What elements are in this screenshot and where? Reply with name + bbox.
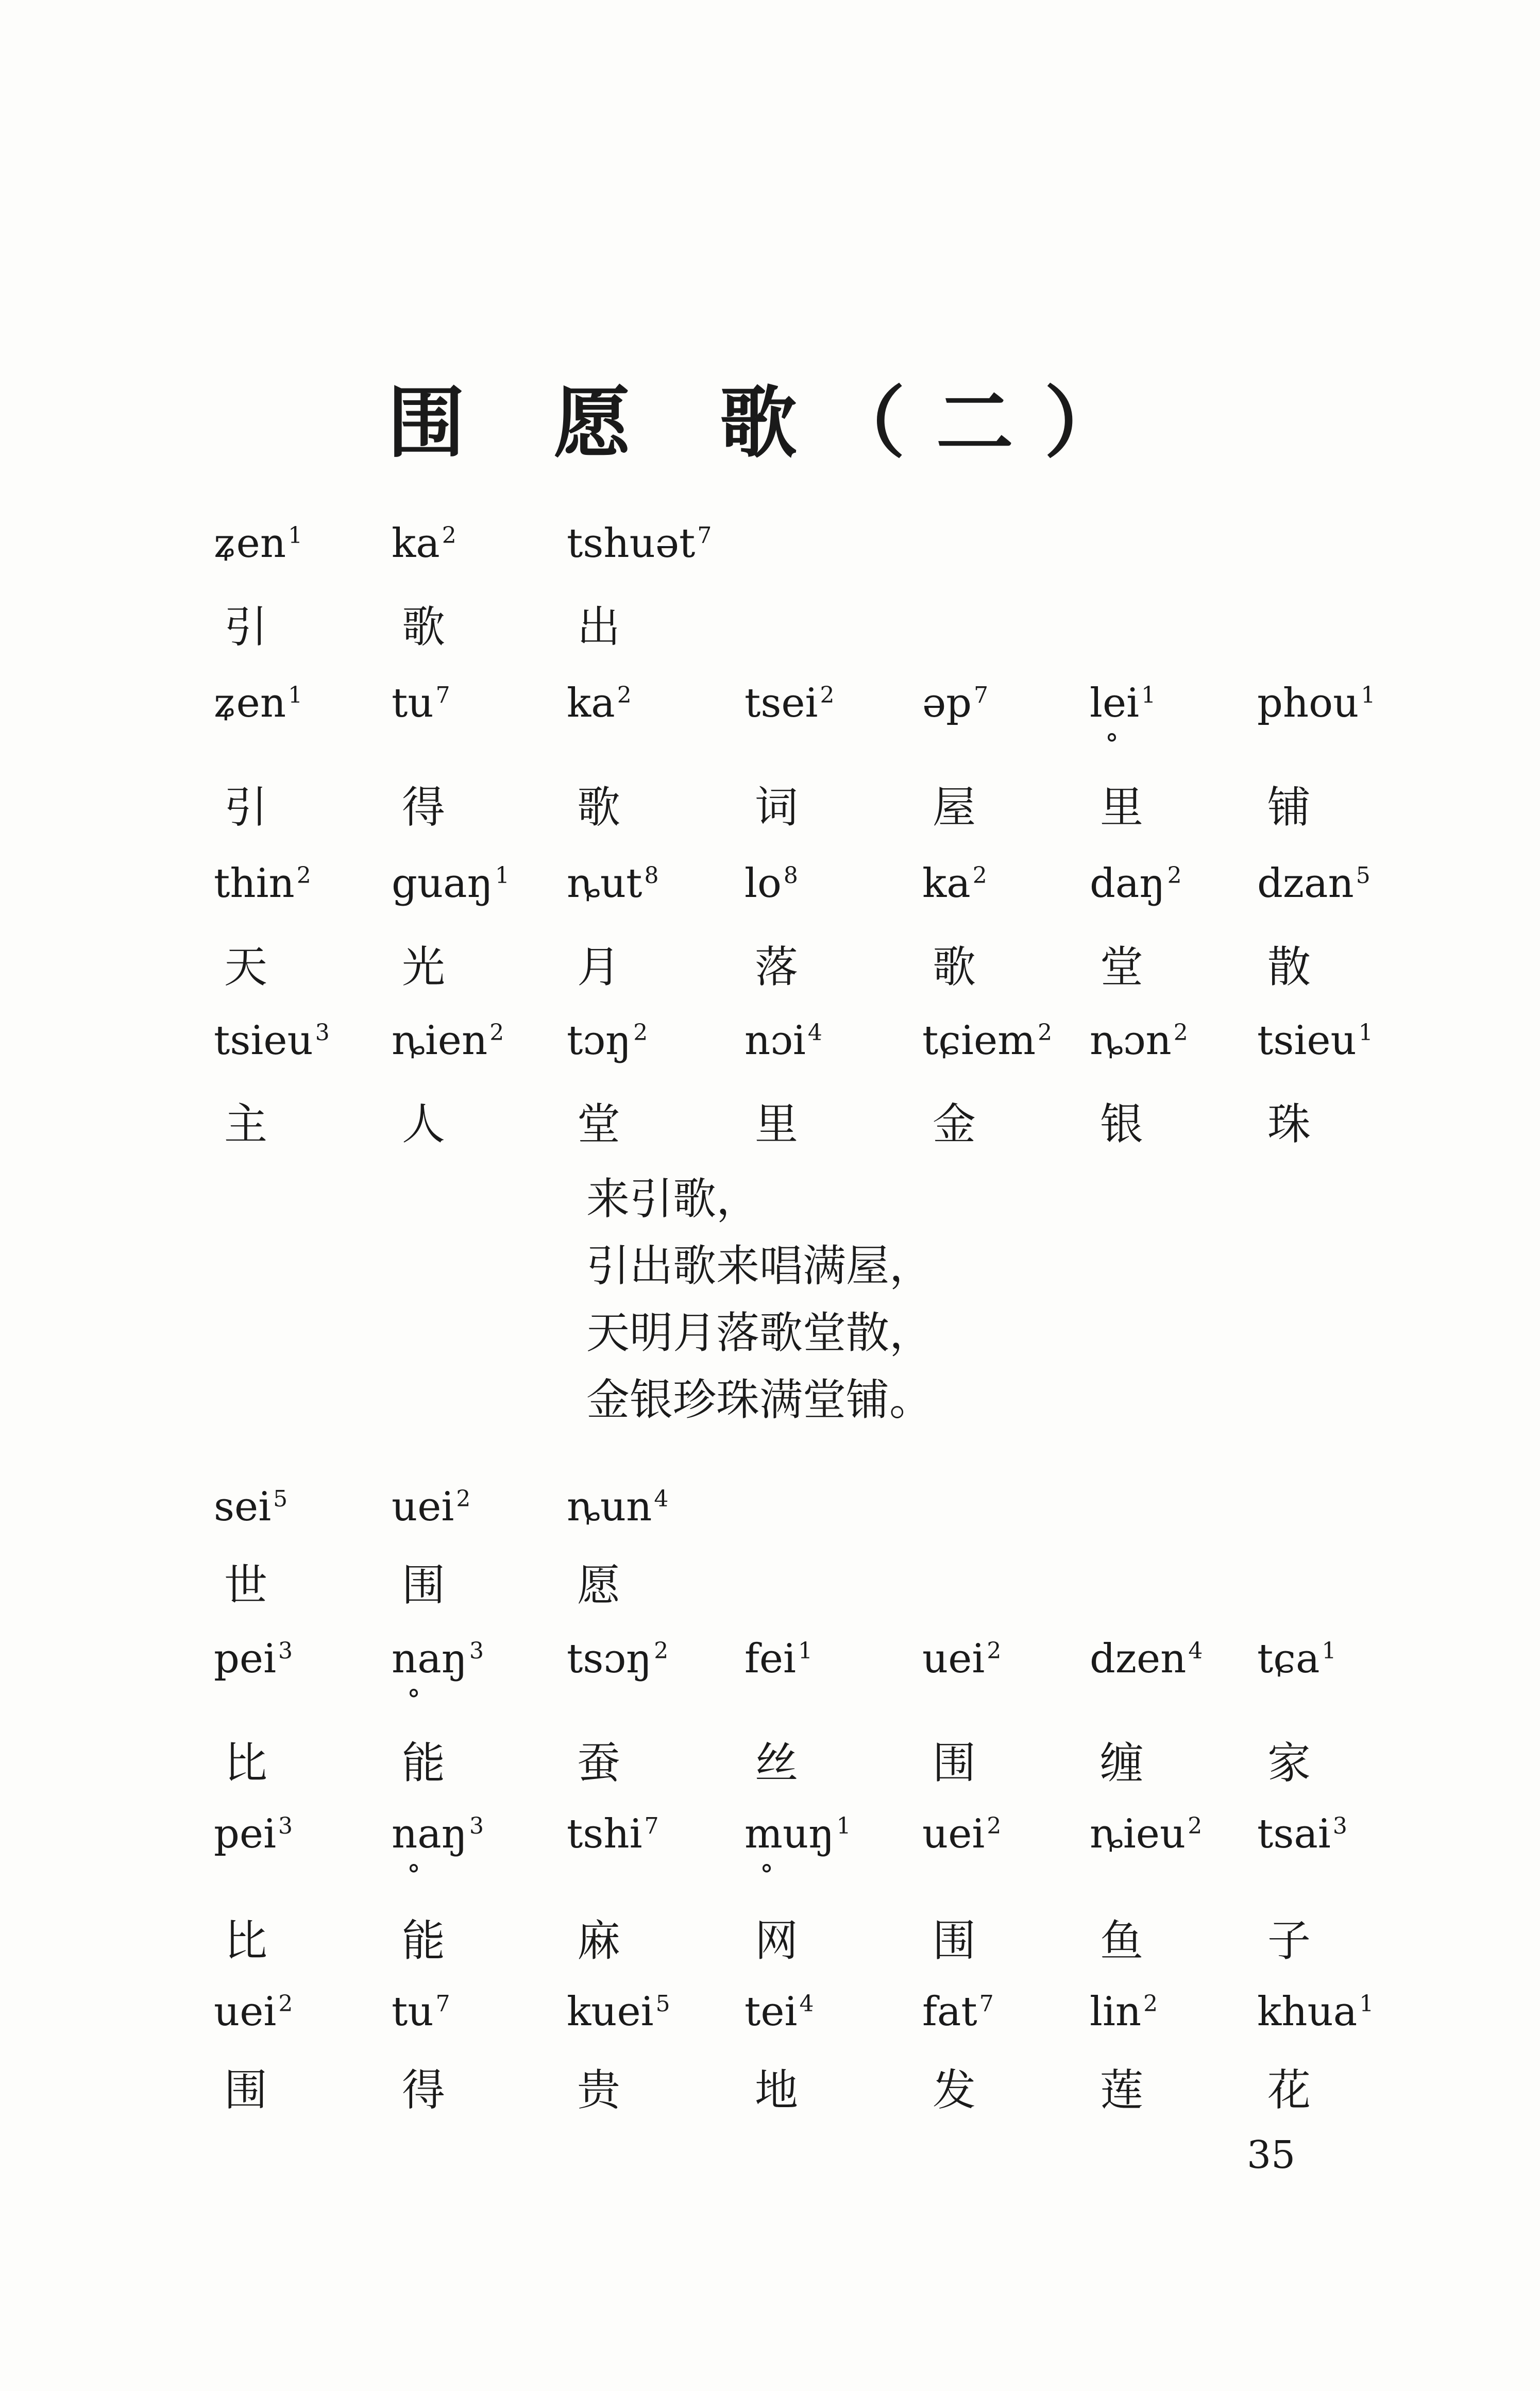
hanzi-character: 比 — [224, 1738, 268, 1788]
pinyin-syllable — [214, 1811, 293, 1857]
tone-number: 5 — [655, 1991, 670, 2017]
pinyin-syllable — [392, 1636, 484, 1682]
pinyin-text: tu — [392, 1989, 434, 2035]
tone-number: 1 — [798, 1638, 813, 1664]
pinyin-syllable — [922, 1811, 1001, 1857]
pinyin-syllable — [214, 1989, 293, 2035]
pinyin-text: daŋ — [1090, 860, 1165, 907]
tone-number: 2 — [296, 862, 311, 889]
pinyin-syllable — [214, 520, 302, 567]
hanzi-character: 银 — [1100, 1099, 1144, 1149]
hanzi-character: 引 — [224, 602, 268, 652]
pinyin-text: tei — [744, 1989, 798, 2035]
pinyin-syllable — [744, 1989, 814, 2035]
tone-number: 2 — [820, 682, 835, 708]
pinyin-text: uei — [922, 1636, 985, 1682]
tone-dot-mark: ° — [407, 1860, 420, 1891]
pinyin-syllable — [1257, 680, 1375, 726]
pinyin-syllable — [567, 1811, 659, 1857]
tone-number: 8 — [644, 862, 659, 889]
pinyin-syllable — [1090, 1018, 1188, 1064]
pinyin-text: ȵɔn — [1090, 1018, 1172, 1064]
pinyin-syllable — [744, 1636, 813, 1682]
pinyin-text: uei — [922, 1811, 985, 1857]
pinyin-syllable — [214, 680, 302, 726]
pinyin-text: ȵut — [567, 860, 642, 907]
pinyin-syllable — [1090, 680, 1156, 726]
tone-number: 2 — [1167, 862, 1182, 889]
tone-number: 2 — [633, 1020, 648, 1046]
hanzi-character: 歌 — [577, 782, 621, 833]
pinyin-syllable — [567, 1484, 668, 1530]
pinyin-syllable — [744, 1811, 851, 1857]
tone-number: 5 — [1356, 862, 1370, 889]
tone-number: 2 — [278, 1991, 293, 2017]
tone-number: 2 — [456, 1486, 471, 1512]
pinyin-text: kuei — [567, 1989, 654, 2035]
tone-number: 2 — [1143, 1991, 1158, 2017]
pinyin-syllable — [1257, 860, 1370, 907]
tone-number: 3 — [315, 1020, 330, 1046]
pinyin-text: dzen — [1090, 1636, 1187, 1682]
tone-number: 1 — [1358, 1020, 1373, 1046]
hanzi-character: 屋 — [933, 782, 976, 833]
hanzi-character: 莲 — [1100, 2065, 1144, 2115]
pinyin-text: sei — [214, 1484, 272, 1530]
pinyin-text: ȵun — [567, 1484, 652, 1530]
hanzi-character: 得 — [402, 2065, 446, 2115]
tone-number: 3 — [469, 1813, 484, 1839]
tone-number: 7 — [435, 1991, 450, 2017]
hanzi-character: 网 — [755, 1915, 799, 1966]
pinyin-text: fei — [744, 1636, 796, 1682]
pinyin-syllable — [214, 860, 311, 907]
pinyin-text: lo — [744, 860, 782, 907]
pinyin-syllable — [567, 680, 632, 726]
hanzi-character: 里 — [1100, 782, 1144, 833]
tone-number: 3 — [278, 1638, 293, 1664]
tone-number: 3 — [469, 1638, 484, 1664]
tone-number: 2 — [654, 1638, 669, 1664]
tone-number: 7 — [974, 682, 989, 708]
hanzi-character: 围 — [224, 2065, 268, 2115]
pinyin-text: tɕa — [1257, 1636, 1320, 1682]
hanzi-character: 花 — [1267, 2065, 1311, 2115]
pinyin-syllable — [1090, 1811, 1202, 1857]
hanzi-character: 词 — [755, 782, 799, 833]
verse-line: 金银珍珠满堂铺。 — [586, 1375, 933, 1425]
tone-dot-mark: ° — [407, 1685, 420, 1716]
pinyin-syllable — [214, 1636, 293, 1682]
hanzi-character: 出 — [577, 602, 621, 652]
pinyin-syllable — [392, 520, 456, 567]
pinyin-syllable — [1257, 1811, 1347, 1857]
tone-number: 2 — [489, 1020, 504, 1046]
tone-number: 3 — [1332, 1813, 1347, 1839]
pinyin-syllable — [392, 860, 510, 907]
tone-number: 2 — [1173, 1020, 1188, 1046]
hanzi-character: 能 — [402, 1738, 446, 1788]
pinyin-text: tshuət — [567, 520, 696, 567]
pinyin-syllable — [567, 1989, 670, 2035]
tone-number: 1 — [495, 862, 510, 889]
page-title: 围 愿 歌（二） — [387, 379, 1153, 468]
pinyin-syllable — [922, 1018, 1052, 1064]
pinyin-text: phou — [1257, 680, 1359, 726]
pinyin-text: naŋ — [392, 1811, 467, 1857]
hanzi-character: 地 — [755, 2065, 799, 2115]
hanzi-character: 贵 — [577, 2065, 621, 2115]
tone-dot-mark: ° — [1105, 729, 1119, 760]
pinyin-syllable — [214, 1018, 330, 1064]
tone-number: 1 — [1141, 682, 1156, 708]
pinyin-text: lei — [1090, 680, 1140, 726]
pinyin-syllable — [1090, 1636, 1203, 1682]
pinyin-syllable — [1090, 1989, 1158, 2035]
hanzi-character: 愿 — [577, 1560, 621, 1610]
hanzi-character: 散 — [1267, 942, 1311, 992]
hanzi-character: 世 — [224, 1560, 268, 1610]
hanzi-character: 围 — [933, 1915, 976, 1966]
tone-number: 4 — [807, 1020, 822, 1046]
pinyin-syllable — [392, 1989, 450, 2035]
hanzi-character: 天 — [224, 942, 268, 992]
hanzi-character: 歌 — [402, 602, 446, 652]
pinyin-text: ȵieu — [1090, 1811, 1186, 1857]
tone-number: 7 — [979, 1991, 994, 2017]
hanzi-character: 堂 — [1100, 942, 1144, 992]
pinyin-text: muŋ — [744, 1811, 835, 1857]
pinyin-syllable — [1257, 1636, 1336, 1682]
pinyin-text: tsai — [1257, 1811, 1331, 1857]
pinyin-text: ʑen — [214, 680, 286, 726]
pinyin-text: əp — [922, 680, 972, 726]
pinyin-syllable — [392, 1484, 470, 1530]
hanzi-character: 围 — [402, 1560, 446, 1610]
hanzi-character: 比 — [224, 1915, 268, 1966]
pinyin-text: ka — [567, 680, 615, 726]
pinyin-syllable — [922, 680, 988, 726]
hanzi-character: 人 — [402, 1099, 446, 1149]
pinyin-text: guaŋ — [392, 860, 493, 907]
tone-number: 2 — [442, 522, 456, 549]
pinyin-syllable — [567, 1636, 668, 1682]
tone-number: 2 — [1038, 1020, 1053, 1046]
hanzi-character: 金 — [933, 1099, 976, 1149]
verse-line: 引出歌来唱满屋， — [586, 1241, 933, 1291]
tone-number: 7 — [644, 1813, 659, 1839]
pinyin-text: tu — [392, 680, 434, 726]
tone-number: 1 — [1359, 1991, 1374, 2017]
hanzi-character: 得 — [402, 782, 446, 833]
pinyin-text: khua — [1257, 1989, 1358, 2035]
pinyin-text: tɕiem — [922, 1018, 1036, 1064]
pinyin-syllable — [567, 520, 712, 567]
tone-number: 4 — [1188, 1638, 1203, 1664]
pinyin-text: tshi — [567, 1811, 642, 1857]
tone-number: 8 — [783, 862, 798, 889]
pinyin-syllable — [744, 680, 834, 726]
pinyin-text: tsɔŋ — [567, 1636, 652, 1682]
pinyin-text: fat — [922, 1989, 977, 2035]
tone-number: 7 — [435, 682, 450, 708]
hanzi-character: 主 — [224, 1099, 268, 1149]
tone-number: 2 — [972, 862, 987, 889]
pinyin-syllable — [1257, 1018, 1373, 1064]
tone-number: 7 — [697, 522, 712, 549]
verse-line: 天明月落歌堂散， — [586, 1308, 933, 1358]
hanzi-character: 月 — [577, 942, 621, 992]
tone-number: 1 — [288, 682, 303, 708]
pinyin-text: thin — [214, 860, 295, 907]
hanzi-character: 子 — [1267, 1915, 1311, 1966]
pinyin-syllable — [392, 1018, 504, 1064]
pinyin-text: ʑen — [214, 520, 286, 567]
pinyin-syllable — [744, 860, 798, 907]
hanzi-character: 引 — [224, 782, 268, 833]
tone-number: 2 — [987, 1638, 1002, 1664]
hanzi-character: 能 — [402, 1915, 446, 1966]
pinyin-text: ȵien — [392, 1018, 488, 1064]
hanzi-character: 蚕 — [577, 1738, 621, 1788]
tone-number: 2 — [1188, 1813, 1203, 1839]
pinyin-syllable — [922, 1989, 994, 2035]
hanzi-character: 家 — [1267, 1738, 1311, 1788]
hanzi-character: 丝 — [755, 1738, 799, 1788]
tone-number: 5 — [273, 1486, 288, 1512]
pinyin-syllable — [1090, 860, 1182, 907]
pinyin-text: uei — [392, 1484, 454, 1530]
tone-dot-mark: ° — [760, 1860, 773, 1891]
page-number: 35 — [1247, 2133, 1296, 2177]
pinyin-syllable — [744, 1018, 822, 1064]
tone-number: 4 — [799, 1991, 814, 2017]
verse-line: 来引歌， — [586, 1174, 760, 1224]
pinyin-text: naŋ — [392, 1636, 467, 1682]
hanzi-character: 铺 — [1267, 782, 1311, 833]
pinyin-text: pei — [214, 1636, 277, 1682]
tone-number: 3 — [278, 1813, 293, 1839]
hanzi-character: 珠 — [1267, 1099, 1311, 1149]
tone-number: 4 — [654, 1486, 669, 1512]
hanzi-character: 鱼 — [1100, 1915, 1144, 1966]
hanzi-character: 缠 — [1100, 1738, 1144, 1788]
pinyin-text: tɔŋ — [567, 1018, 632, 1064]
pinyin-syllable — [392, 1811, 484, 1857]
pinyin-text: lin — [1090, 1989, 1142, 2035]
tone-number: 2 — [617, 682, 632, 708]
pinyin-text: tsieu — [214, 1018, 313, 1064]
hanzi-character: 麻 — [577, 1915, 621, 1966]
hanzi-character: 发 — [933, 2065, 976, 2115]
hanzi-character: 落 — [755, 942, 799, 992]
pinyin-text: pei — [214, 1811, 277, 1857]
pinyin-syllable — [922, 860, 987, 907]
pinyin-text: nɔi — [744, 1018, 806, 1064]
pinyin-syllable — [922, 1636, 1001, 1682]
pinyin-syllable — [567, 1018, 648, 1064]
tone-number: 2 — [987, 1813, 1002, 1839]
pinyin-text: tsei — [744, 680, 818, 726]
hanzi-character: 堂 — [577, 1099, 621, 1149]
tone-number: 1 — [1361, 682, 1376, 708]
tone-number: 1 — [1322, 1638, 1336, 1664]
tone-number: 1 — [836, 1813, 851, 1839]
hanzi-character: 歌 — [933, 942, 976, 992]
hanzi-character: 里 — [755, 1099, 799, 1149]
pinyin-syllable — [567, 860, 658, 907]
pinyin-text: uei — [214, 1989, 277, 2035]
tone-number: 1 — [288, 522, 303, 549]
pinyin-syllable — [1257, 1989, 1374, 2035]
pinyin-text: ka — [922, 860, 971, 907]
pinyin-text: dzan — [1257, 860, 1354, 907]
pinyin-syllable — [392, 680, 450, 726]
pinyin-text: ka — [392, 520, 440, 567]
pinyin-syllable — [214, 1484, 287, 1530]
hanzi-character: 光 — [402, 942, 446, 992]
hanzi-character: 围 — [933, 1738, 976, 1788]
pinyin-text: tsieu — [1257, 1018, 1357, 1064]
